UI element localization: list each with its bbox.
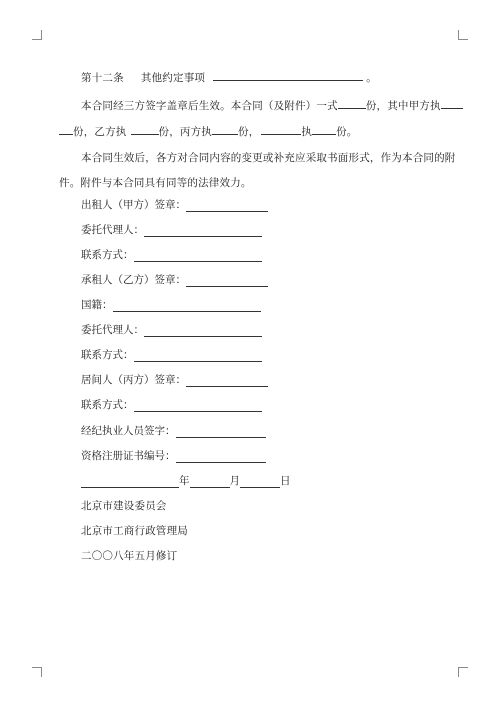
sig-row-lessee-agent bbox=[81, 323, 262, 337]
sig-blank-nationality bbox=[113, 299, 261, 312]
para1-text-d: 份，丙方执 bbox=[158, 126, 212, 138]
para1-text-b: 份，其中甲方执 bbox=[365, 100, 441, 112]
sig-row-lessee-contact bbox=[81, 348, 262, 362]
sig-blank-lessor-agent bbox=[144, 224, 262, 237]
sig-blank-cert-number bbox=[176, 450, 266, 463]
sig-row-broker bbox=[81, 373, 268, 387]
para1-line1 bbox=[81, 97, 463, 113]
copies-party-b-blank bbox=[131, 123, 159, 135]
copies-party-a-blank bbox=[441, 97, 463, 109]
sig-label-broker: 居间人（丙方）签章： bbox=[81, 374, 186, 386]
sig-blank-lessor-contact bbox=[134, 249, 262, 262]
sig-label-nationality: 国籍： bbox=[81, 299, 113, 311]
sig-blank-broker-contact bbox=[134, 399, 262, 412]
article-label: 其他约定事项 bbox=[140, 72, 206, 84]
copies-party-a-blank-cont bbox=[59, 123, 73, 135]
sig-row-agent-signature bbox=[81, 424, 266, 438]
sig-blank-lessee-contact bbox=[134, 349, 262, 362]
sig-row-broker-contact bbox=[81, 398, 262, 412]
sig-label-cert-number: 资格注册证书编号： bbox=[81, 450, 176, 462]
para1-text-f: 执 bbox=[301, 126, 313, 138]
day-label: 日 bbox=[280, 475, 291, 487]
sig-label-agent-signature: 经纪执业人员签字： bbox=[81, 425, 176, 437]
sig-label-lessee: 承租人（乙方）签章： bbox=[81, 274, 186, 286]
month-label: 月 bbox=[229, 475, 240, 487]
sig-blank-lessor bbox=[186, 199, 268, 212]
article-12-line bbox=[81, 69, 377, 85]
copies-other-party-blank bbox=[261, 123, 301, 135]
crop-mark-top-right bbox=[458, 30, 468, 40]
sig-label-lessor-agent: 委托代理人： bbox=[81, 224, 144, 236]
year-label: 年 bbox=[179, 475, 190, 487]
crop-mark-bottom-left bbox=[32, 667, 42, 677]
article-blank bbox=[213, 69, 363, 81]
footer-org2: 北京市工商行政管理局 bbox=[81, 525, 188, 537]
copies-other-blank bbox=[312, 123, 336, 135]
sig-row-nationality bbox=[81, 298, 261, 312]
para1-text-g: 份。 bbox=[336, 126, 358, 138]
sig-blank-broker bbox=[186, 374, 268, 387]
para1-line2 bbox=[59, 123, 358, 139]
sig-row-cert-number bbox=[81, 449, 266, 463]
sig-blank-agent-signature bbox=[176, 425, 266, 438]
sig-row-lessor-agent bbox=[81, 223, 262, 237]
year-blank bbox=[81, 475, 179, 488]
date-line bbox=[81, 474, 291, 488]
sig-row-lessee bbox=[81, 273, 268, 287]
sig-row-lessor bbox=[81, 198, 268, 212]
sig-blank-lessee bbox=[186, 274, 268, 287]
para2-line2: 件。附件与本合同具有同等的法律效力。 bbox=[59, 177, 252, 189]
para1-text-e: 份， bbox=[238, 126, 260, 138]
sig-label-lessee-agent: 委托代理人： bbox=[81, 324, 144, 336]
article-heading: 第十二条 bbox=[81, 72, 124, 84]
sig-label-broker-contact: 联系方式： bbox=[81, 399, 134, 411]
para1-text-c: 份，乙方执 bbox=[73, 126, 127, 138]
para2-line1: 本合同生效后，各方对合同内容的变更或补充应采取书面形式，作为本合同的附 bbox=[81, 152, 456, 164]
sig-label-lessee-contact: 联系方式： bbox=[81, 349, 134, 361]
footer-revised: 二〇〇八年五月修订 bbox=[81, 550, 178, 562]
para1-text-a: 本合同经三方签字盖章后生效。本合同（及附件）一式 bbox=[81, 100, 338, 112]
sig-label-lessor: 出租人（甲方）签章： bbox=[81, 199, 186, 211]
crop-mark-top-left bbox=[32, 30, 42, 40]
sig-blank-lessee-agent bbox=[144, 324, 262, 337]
crop-mark-bottom-right bbox=[458, 667, 468, 677]
footer-org1: 北京市建设委员会 bbox=[81, 500, 167, 512]
article-end: 。 bbox=[366, 72, 377, 84]
month-blank bbox=[190, 475, 230, 488]
copies-total-blank bbox=[338, 97, 366, 109]
sig-row-lessor-contact bbox=[81, 248, 262, 262]
copies-party-c-blank bbox=[212, 123, 238, 135]
day-blank bbox=[240, 475, 280, 488]
sig-label-lessor-contact: 联系方式： bbox=[81, 249, 134, 261]
